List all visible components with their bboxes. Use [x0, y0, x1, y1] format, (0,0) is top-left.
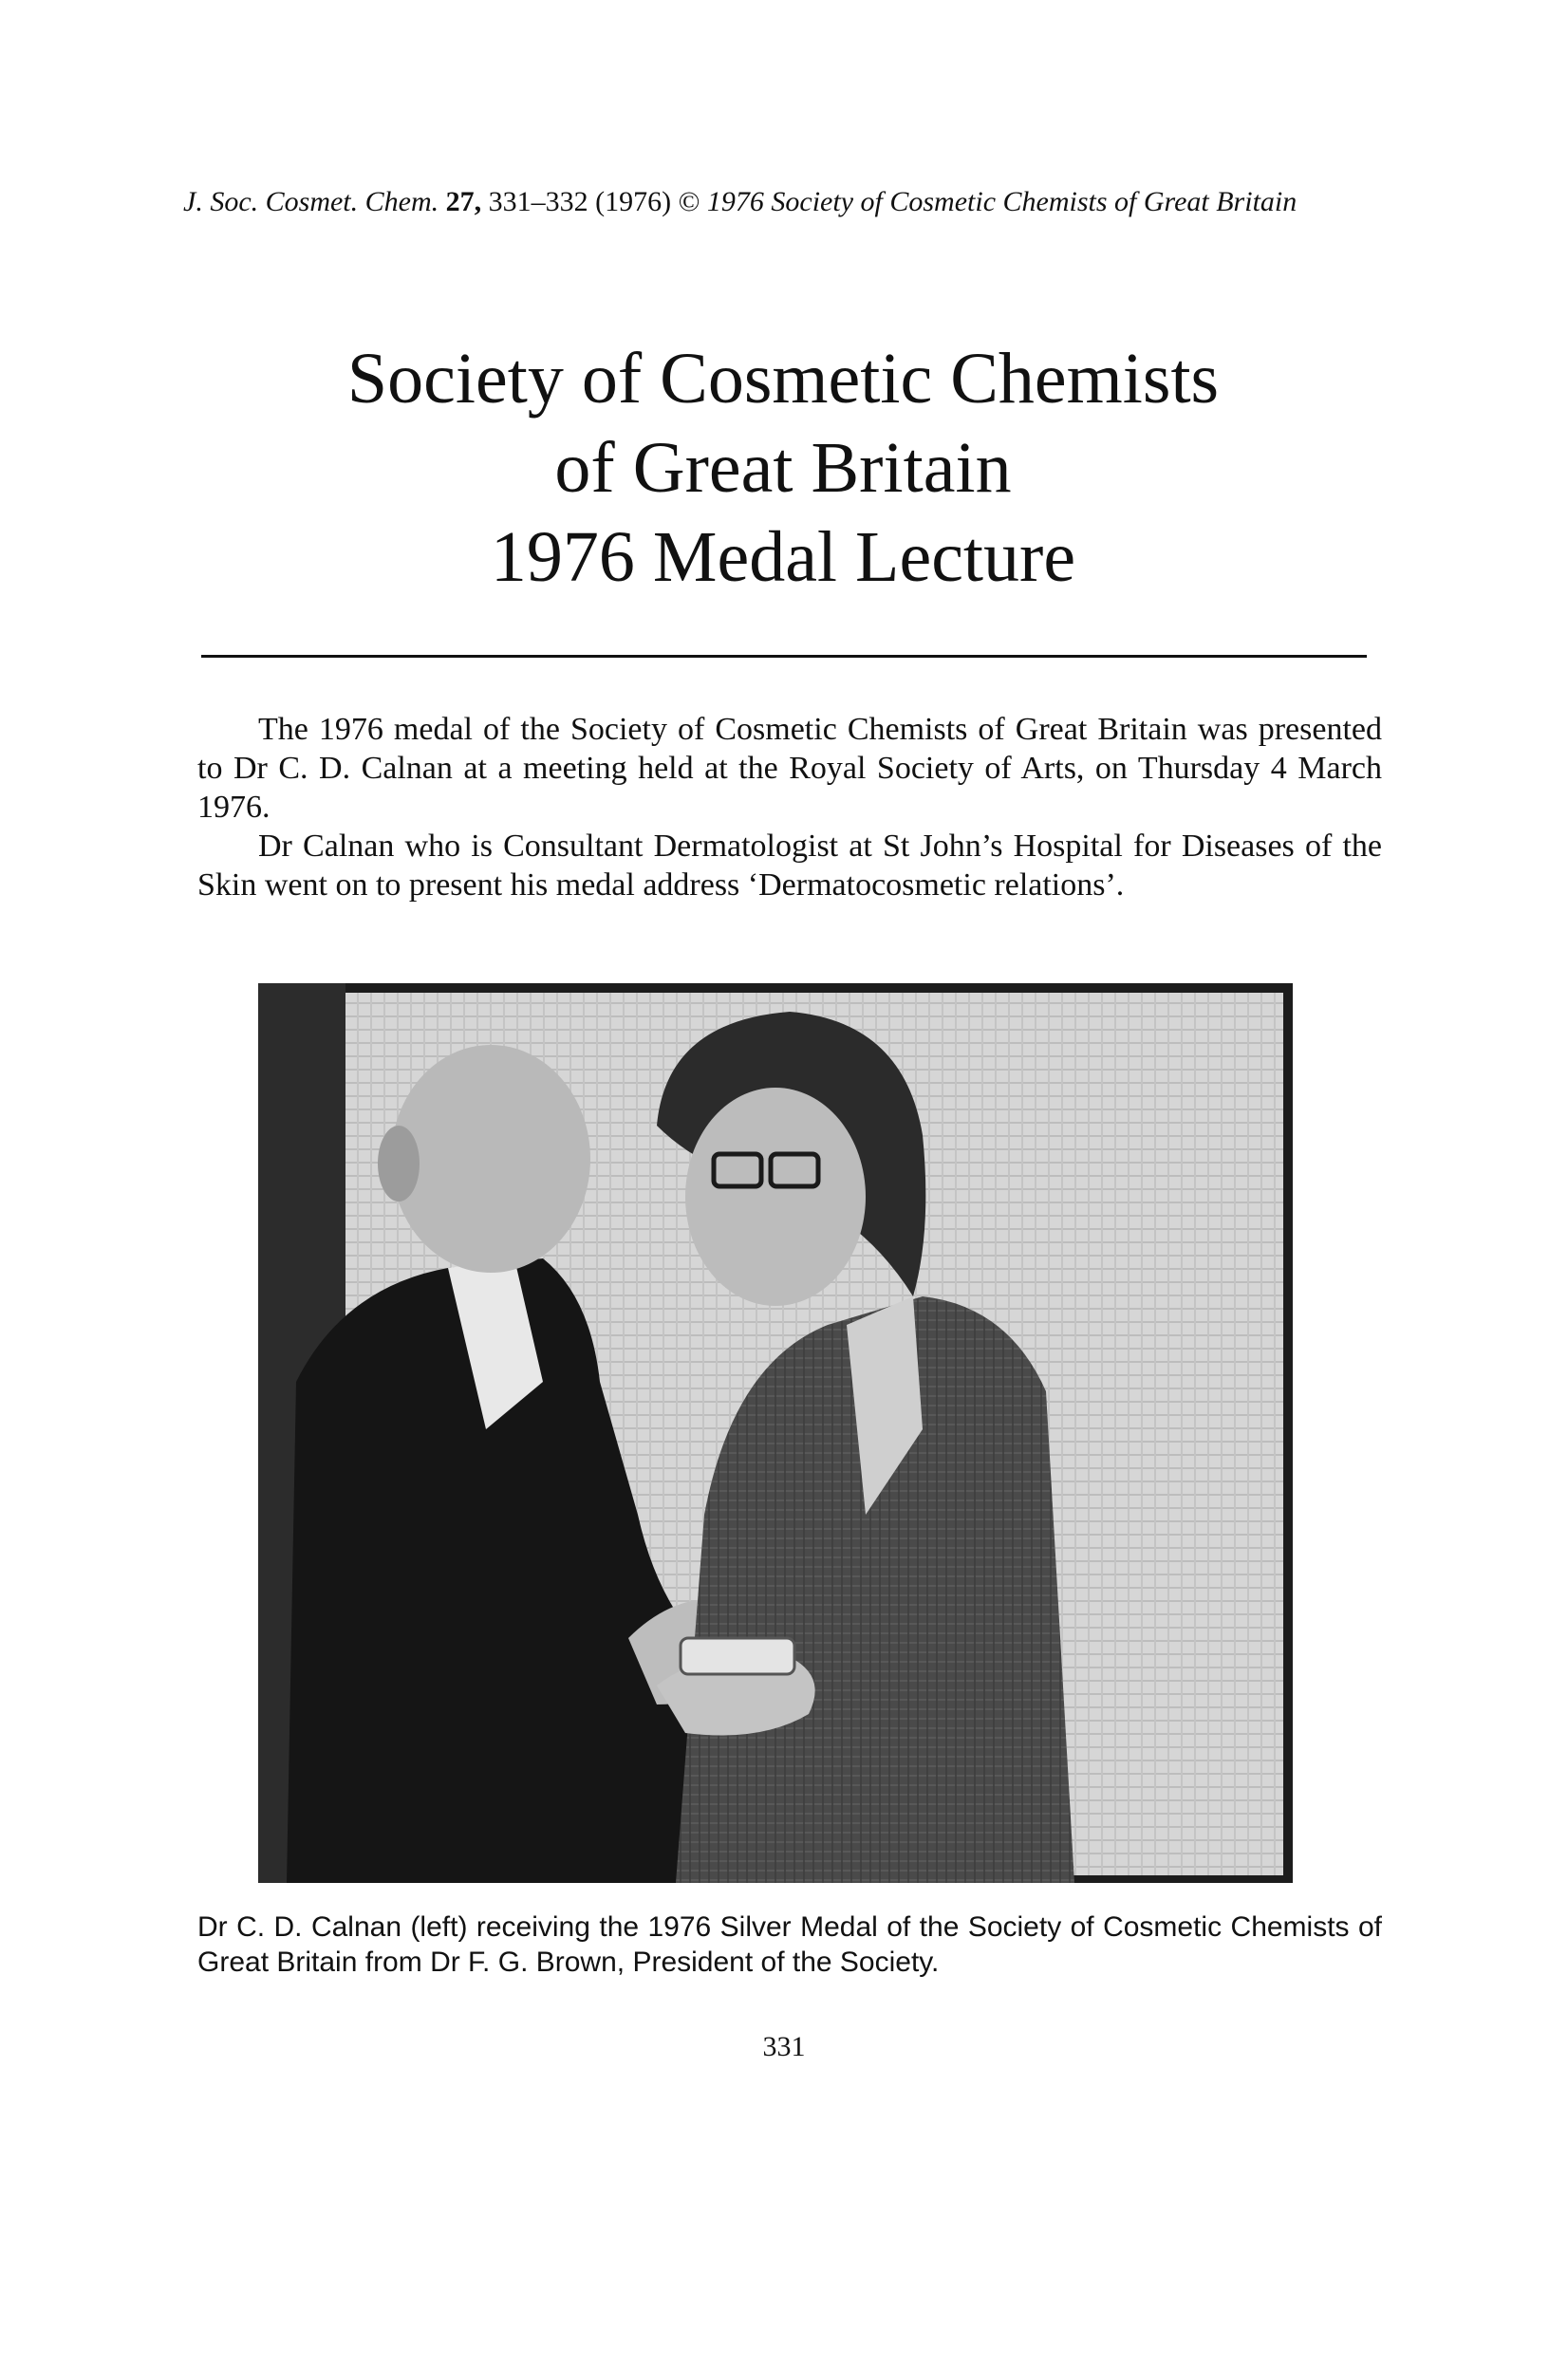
running-head	[183, 186, 1398, 218]
article-title	[190, 334, 1376, 602]
title-line-3: 1976 Medal Lecture	[490, 517, 1076, 597]
page-number: 331	[762, 2031, 806, 2062]
copyright-holder: 1976 Society of Cosmetic Chemists of Great Britain	[706, 186, 1297, 217]
title-line-1: Society of Cosmetic Chemists	[346, 339, 1220, 419]
body-text	[197, 710, 1382, 904]
title-line-2: of Great Britain	[554, 428, 1012, 508]
medal-box	[681, 1638, 794, 1674]
pages-year: 331–332 (1976) ©	[488, 186, 700, 217]
volume-number: 27,	[445, 186, 482, 217]
left-man-head	[391, 1045, 590, 1273]
title-rule	[201, 655, 1367, 658]
paragraph-2: Dr Calnan who is Consultant Dermatologist at St John’s Hospital for Diseases of the Skin went on to present his medal address ‘Dermatocosmetic relations’.	[197, 829, 1382, 903]
left-man-ear	[378, 1126, 420, 1202]
figure-caption: Dr C. D. Calnan (left) receiving the 1976 Silver Medal of the Society of Cosmetic Chemists of Great Britain from Dr F. G. Brown, President of the Society.	[197, 1911, 1382, 1978]
paragraph-1: The 1976 medal of the Society of Cosmetic Chemists of Great Britain was presented to Dr C. D. Calnan at a meeting held at the Royal Society of Arts, on Thursday 4 March 1976.	[197, 712, 1382, 825]
medal-presentation-photo	[258, 983, 1293, 1883]
journal-name: J. Soc. Cosmet. Chem.	[183, 186, 439, 217]
right-man-face	[685, 1088, 866, 1306]
